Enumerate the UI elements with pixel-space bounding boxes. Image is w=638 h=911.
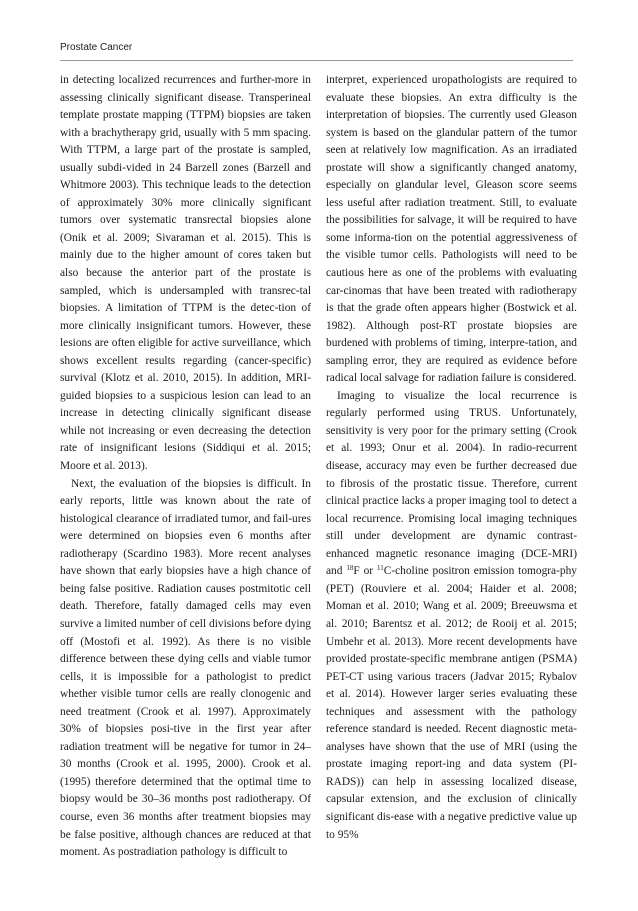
running-head-title: Prostate Cancer	[60, 42, 133, 53]
header-rule	[60, 60, 573, 61]
superscript-11: 11	[376, 564, 384, 573]
right-paragraph-1: interpret, experienced uropathologists are required to evaluate these biopsies. An extra difficulty is the interpretation of biopsies. The currently used Gleason system is based on the glandular pattern of the tumor seen at relatively low magnification. As an irradiated prostate will show a significantly changed anatomy, especially on glandular level, Gleason score seems less useful after radiation treatment. Still, to evaluate the possibilities for salvage, it will be required to have some informa-tion on the potential aggressiveness of the visible tumor cells. Pathologists will need to be cautious here as one of the problems with evaluating car-cinomas that have been treated with radiotherapy is that the grade often appears higher (Bostwick et al. 1982). Although post-RT prostate biopsies are burdened with problems of timing, interpre-tation, and sampling error, they are required as evidence before radical local salvage for radiation failure is considered.	[326, 74, 577, 385]
superscript-18: 18	[346, 564, 354, 573]
right-paragraph-2-text-a: Imaging to visualize the local recurrence is regularly performed using TRUS. Unfortunately, sensitivity is very poor for the primary setting (Crook et al. 1993; Onur et al. 2004). In radio-recurrent disease, accuracy may even be further decreased due to fibrosis of the prostatic tissue. Therefore, current clinical practice lacks a proper imaging tool to detect a local recurrence. Promising local imaging techniques still under development are dynamic contrast-enhanced magnetic resonance imaging (DCE-MRI) and	[326, 389, 577, 578]
right-paragraph-2-text-b: F or	[353, 565, 377, 578]
right-paragraph-2	[326, 388, 577, 844]
left-paragraph-1: in detecting localized recurrences and further-more in assessing clinically significant disease. Transperineal template prostate mapping (TTPM) biopsies are taken with a brachytherapy grid, usually with 5 mm spacing. With TTPM, a large part of the prostate is sampled, usually subdi-vided in 24 Barzell zones (Barzell and Whitmore 2003). This technique leads to the detection of approximately 30% more clinically significant tumors over systematic transrectal biopsies alone (Onik et al. 2009; Sivaraman et al. 2015). This is mainly due to the higher amount of cores taken but also because the anterior part of the prostate is sampled, which is undersampled with transrec-tal biopsies. A limitation of TTPM is the detec-tion of more clinically insignificant tumors. However, these lesions are often eligible for active surveillance, which shows excellent results regarding (cancer-specific) survival (Klotz et al. 2010, 2015). In addition, MRI-guided biopsies to a suspicious lesion can lead to an increase in detecting clinically significant disease while not increasing or even decreasing the detection rate of insignificant lesions (Siddiqui et al. 2015; Moore et al. 2013).	[60, 74, 311, 473]
right-column	[326, 72, 577, 844]
right-paragraph-2-text-c: C-choline positron emission tomogra-phy (PET) (Rouviere et al. 2004; Haider et al. 2008; Moman et al. 2010; Wang et al. 2009; Breeuwsma et al. 2010; Barentsz et al. 2012; de Rooij et al. 2015; Umbehr et al. 2013). More recent developments have provided prostate-specific membrane antigen (PSMA) PET-CT using various tracers (Jadvar 2015; Rybalov et al. 2014). However larger series evaluating these techniques and assessment with the pathology reference standard is needed. Recent diagnostic meta-analyses have shown that the use of MRI (using the prostate imaging report-ing and data system (PI-RADS)) can help in assessing localized disease, capsular extension, and the exclusion of clinically significant dis-ease with a negative predictive value up to 95%	[326, 565, 577, 841]
left-paragraph-2: Next, the evaluation of the biopsies is difficult. In early reports, little was known about the rate of histological clearance of irradiated tumor, and fail-ures were determined on biopsies even 6 months after radiotherapy (Scardino 1983). More recent analyses have shown that early biopsies have a high chance of being false positive. Radiation causes postmitotic cell death. Therefore, fatally damaged cells may even survive a limited number of cell divisions before dying off (Mostofi et al. 1992). As there is no visible difference between these dying cells and viable tumor cells, it is impossible for a pathologist to predict whether visible tumor cells are really clonogenic and need treatment (Crook et al. 1997). Approximately 30% of biopsies posi-tive in the first year after radiation treatment will be negative for tumor in 24–30 months (Crook et al. 1995, 2000). Crook et al. (1995) therefore determined that the optimal time to biopsy would be 30–36 months post radiotherapy. Of course, even 36 months after treatment biopsies may be false positive, although chances are reduced at that moment. As postradiation pathology is difficult to	[60, 477, 311, 859]
left-column	[60, 72, 311, 862]
